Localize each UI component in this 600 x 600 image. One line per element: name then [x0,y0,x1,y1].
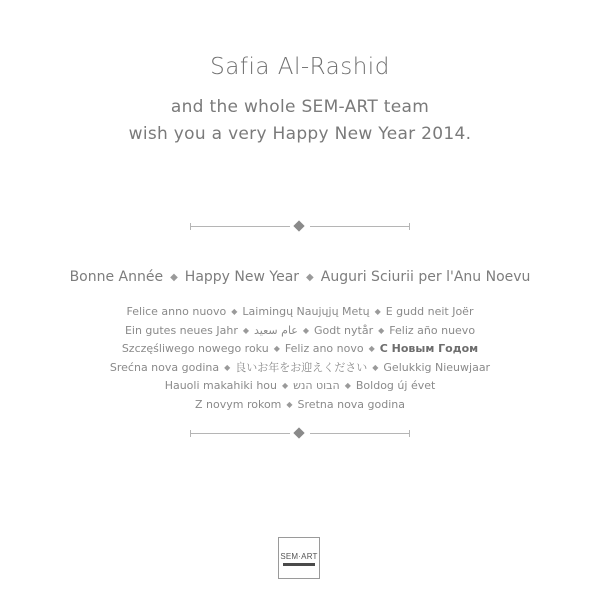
main-greetings [0,269,600,285]
divider-line [310,433,410,434]
greeting-item: הבוט הנש [293,379,340,393]
diamond-separator-icon: ◆ [231,307,238,316]
sem-art-logo [278,537,320,579]
greeting-row [0,322,600,341]
message-line-2: wish you a very Happy New Year 2014. [128,124,472,144]
greeting-row [0,396,600,415]
diamond-icon [293,220,304,231]
greeting-item: Sretna nova godina [297,397,406,411]
greeting-english: Happy New Year [184,269,300,285]
diamond-separator-icon: ◆ [286,399,293,409]
greeting-row [0,359,600,378]
diamond-separator-icon: ◆ [242,325,250,335]
diamond-separator-icon: ◆ [170,272,178,283]
greeting-item: 良いお年をお迎えください [235,360,368,374]
divider-line [190,226,290,227]
diamond-separator-icon: ◆ [374,307,381,316]
diamond-separator-icon: ◆ [368,344,375,354]
diamond-separator-icon: ◆ [372,362,379,372]
diamond-separator-icon: ◆ [224,362,231,372]
greeting-item: Feliz ano novo [284,342,364,356]
greeting-item: Felice anno nuovo [126,305,227,318]
greeting-item: Z novym rokom [194,397,282,411]
logo-bar [283,563,315,566]
greeting-item: Ein gutes neues Jahr [124,323,238,337]
greeting-item: Boldog új évet [355,379,436,393]
greeting-item: Feliz año nuevo [389,323,476,337]
greeting-row [0,340,600,359]
logo-text: SEM·ART [280,552,318,561]
greeting-item: Hauoli makahiki hou [164,379,278,393]
greeting-row [0,303,600,322]
sender-name: Safia Al-Rashid [210,54,390,80]
greeting-item: Srećna nova godina [109,360,220,374]
greeting-item: Godt nytår [314,323,374,337]
greeting-french: Bonne Année [69,269,164,285]
greeting-row [0,377,600,396]
greeting-corsican: Auguri Sciurii per l'Anu Noevu [320,269,531,285]
ornamental-divider-top [190,221,410,233]
diamond-icon [293,427,304,438]
message-line-1: and the whole SEM-ART team [170,97,430,117]
divider-line [310,226,410,227]
ornamental-divider-bottom [190,428,410,440]
greeting-item: С Новым Годом [379,342,479,356]
divider-line [190,433,290,434]
greeting-item: Szczęśliwego nowego roku [121,342,269,356]
diamond-separator-icon: ◆ [344,381,351,391]
greeting-item: عام سعيد [254,323,298,337]
diamond-separator-icon: ◆ [302,325,310,335]
diamond-separator-icon: ◆ [306,272,314,283]
greeting-item: Laimingų Naujųjų Metų [242,305,370,318]
greeting-item: Gelukkig Nieuwjaar [383,360,491,374]
diamond-separator-icon: ◆ [282,381,289,391]
multilingual-greetings [0,303,600,415]
greeting-item: E gudd neit Joër [385,305,474,318]
diamond-separator-icon: ◆ [273,344,280,354]
diamond-separator-icon: ◆ [378,325,385,335]
